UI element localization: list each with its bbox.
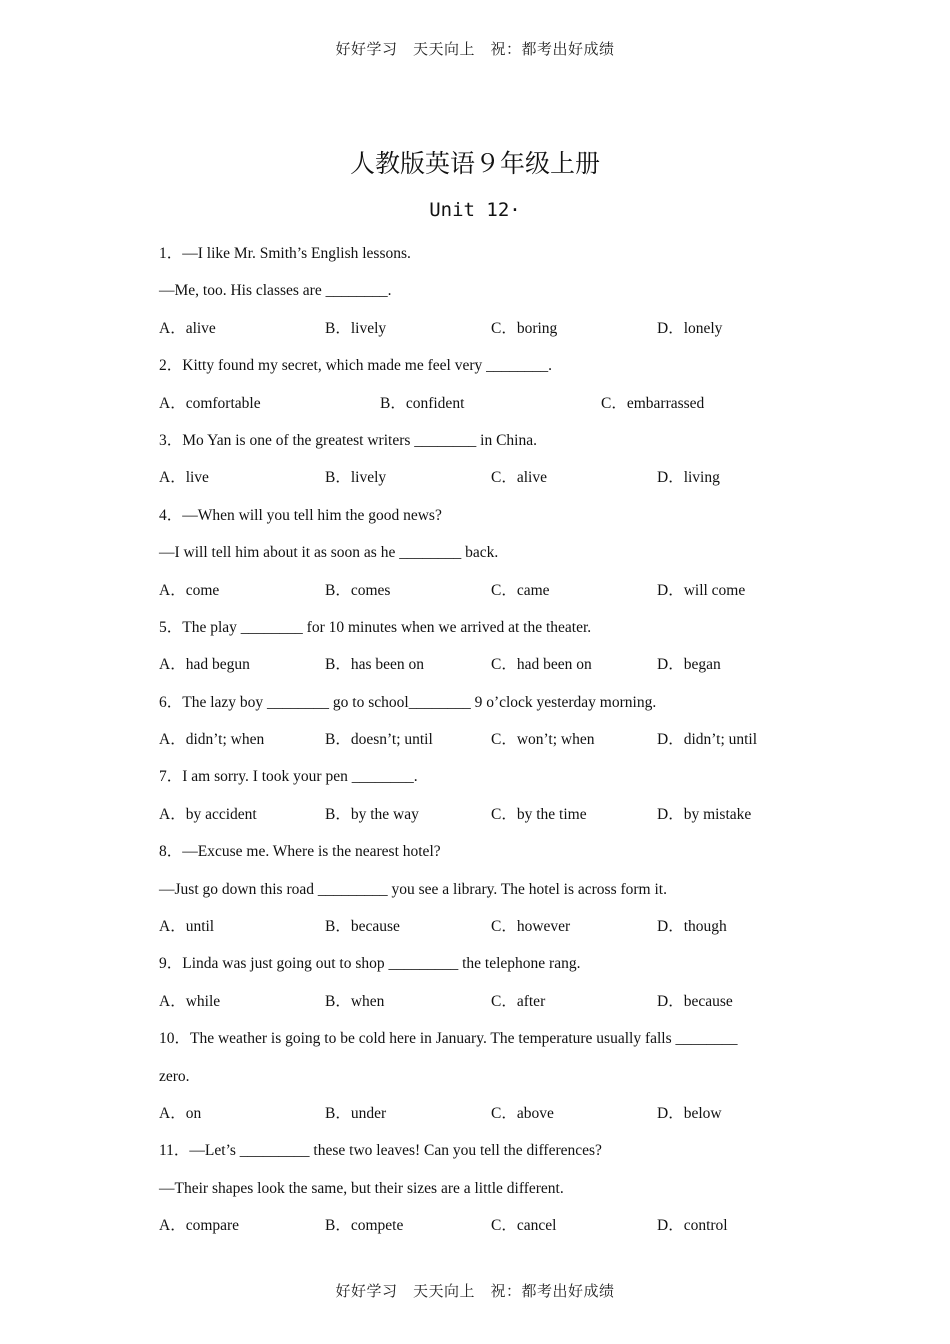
question-stem: zero. [159,1067,190,1085]
option-b: B．confident [380,394,465,412]
option-b: B．because [325,918,400,936]
option-c: C．after [491,992,546,1010]
question-stem: 9．Linda was just going out to shop _________ the telephone rang. [159,955,581,973]
question-stem: 10．The weather is going to be cold here in January. The temperature usually falls ________ [159,1030,738,1048]
options-row [159,721,799,758]
options-row [159,385,799,422]
option-d: D．will come [657,581,746,599]
question-2 [159,347,799,422]
option-a: A．come [159,581,220,599]
option-b: B．when [325,992,385,1010]
option-d: D．control [657,1217,728,1235]
question-stem: 3．Mo Yan is one of the greatest writers ________ in China. [159,431,537,449]
option-b: B．by the way [325,805,419,823]
question-10 [159,1020,799,1132]
option-c: C．alive [491,469,547,487]
question-stem: 5．The play ________ for 10 minutes when we arrived at the theater. [159,618,592,636]
question-3 [159,422,799,497]
option-a: A．live [159,469,209,487]
question-stem: —Their shapes look the same, but their sizes are a little different. [159,1179,564,1197]
unit-subtitle: Unit 12· [429,199,521,221]
question-stem: 6．The lazy boy ________ go to school________ 9 o’clock yesterday morning. [159,693,657,711]
option-a: A．didn’t; when [159,731,265,749]
option-d: D．lonely [657,319,723,337]
question-stem: 7．I am sorry. I took your pen ________. [159,768,418,786]
option-c: C．above [491,1104,554,1122]
question-stem: 8．—Excuse me. Where is the nearest hotel? [159,843,441,861]
option-d: D．began [657,656,721,674]
page-header: 好好学习 天天向上 祝：都考出好成绩 [335,40,615,58]
option-b: B．lively [325,469,387,487]
options-row [159,796,799,833]
option-b: B．comes [325,581,391,599]
option-b: B．doesn’t; until [325,731,433,749]
option-c: C．boring [491,319,558,337]
option-b: B．compete [325,1217,404,1235]
page-footer: 好好学习 天天向上 祝：都考出好成绩 [335,1282,615,1300]
option-c: C．embarrassed [601,394,705,412]
question-list [159,235,799,1245]
option-c: C．cancel [491,1217,557,1235]
question-8 [159,833,799,945]
question-stem: 4．—When will you tell him the good news? [159,506,442,524]
options-row [159,646,799,683]
option-b: B．has been on [325,656,425,674]
option-a: A．until [159,918,215,936]
option-a: A．alive [159,319,216,337]
option-b: B．under [325,1104,387,1122]
option-c: C．by the time [491,805,587,823]
option-a: A．on [159,1104,202,1122]
options-row [159,310,799,347]
option-b: B．lively [325,319,387,337]
options-row [159,983,799,1020]
options-row [159,459,799,496]
question-stem: —Just go down this road _________ you see a library. The hotel is across form it. [159,880,667,898]
question-7 [159,758,799,833]
option-d: D．living [657,469,720,487]
question-stem: 1．—I like Mr. Smith’s English lessons. [159,245,411,262]
option-d: D．below [657,1104,722,1122]
option-a: A．had begun [159,656,250,674]
question-9 [159,945,799,1020]
question-stem: —Me, too. His classes are ________. [159,282,392,300]
option-c: C．however [491,918,571,936]
question-stem: 11．—Let’s _________ these two leaves! Can you tell the differences? [159,1142,602,1160]
question-1 [159,235,799,347]
options-row [159,908,799,945]
option-a: A．by accident [159,805,257,823]
options-row [159,1207,799,1244]
page-title: 人教版英语９年级上册 [349,149,600,178]
question-4 [159,497,799,609]
option-d: D．by mistake [657,805,752,823]
question-stem: 2．Kitty found my secret, which made me feel very ________. [159,357,552,375]
options-row [159,572,799,609]
option-a: A．while [159,992,221,1010]
question-11 [159,1132,799,1244]
option-d: D．though [657,918,727,936]
option-a: A．comfortable [159,394,261,412]
options-row [159,1095,799,1132]
question-6 [159,684,799,759]
option-d: D．because [657,992,733,1010]
question-5 [159,609,799,684]
option-c: C．had been on [491,656,592,674]
question-stem: —I will tell him about it as soon as he ________ back. [159,544,499,562]
option-d: D．didn’t; until [657,731,758,749]
option-c: C．came [491,581,550,599]
option-a: A．compare [159,1217,240,1235]
option-c: C．won’t; when [491,731,595,749]
